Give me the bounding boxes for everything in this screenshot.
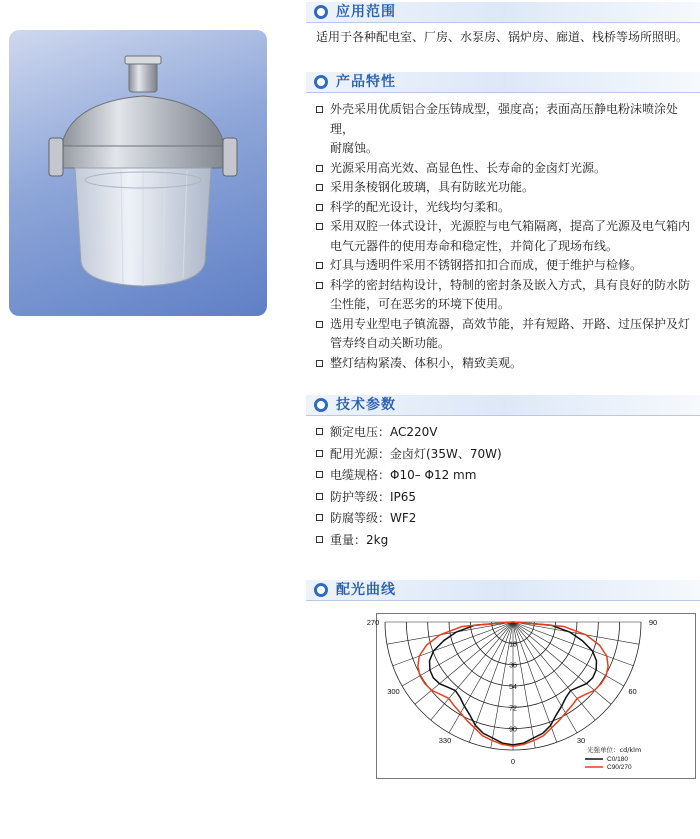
- feature-text: 科学的配光设计，光线均匀柔和。: [330, 199, 511, 214]
- feature-text: 光源采用高光效、高显色性、长寿命的金卤灯光源。: [330, 160, 607, 175]
- feature-item: [316, 178, 700, 198]
- spec-item: [316, 508, 700, 530]
- section-ring-icon: [314, 75, 328, 89]
- angle-tick-label: 0: [510, 757, 516, 766]
- bullet-square-icon: [316, 536, 323, 543]
- bullet-square-icon: [316, 204, 323, 211]
- feature-item: [316, 256, 700, 276]
- light-distribution-chart: [366, 613, 696, 779]
- feature-item: [316, 315, 700, 354]
- feature-item: [316, 100, 700, 159]
- spec-text: 配用光源：金卤灯(35W、70W): [330, 446, 502, 461]
- radial-tick-label: 36: [509, 662, 517, 670]
- bullet-square-icon: [316, 106, 323, 113]
- feature-text: 采用条棱钢化玻璃，具有防眩光功能。: [330, 180, 535, 194]
- feature-text: 选用专业型电子镇流器，高效节能，并有短路、开路、过压保护及灯 管寿终自动关断功能。: [330, 316, 691, 350]
- feature-text: 采用双腔一体式设计，光源腔与电气箱隔离，提高了光源及电气箱内 电气元器件的使用寿命和稳定性，并简化了现场布线。: [330, 219, 691, 253]
- feature-text: 外壳采用优质铝合金压铸成型，强度高；表面高压静电粉沫喷涂处理， 耐腐蚀。: [330, 102, 679, 155]
- lamp-illustration: [9, 30, 267, 316]
- section-header-curve: [306, 580, 700, 601]
- bullet-square-icon: [316, 262, 323, 269]
- spec-text: 重量：2kg: [330, 532, 389, 547]
- bullet-square-icon: [316, 450, 323, 457]
- bullet-square-icon: [316, 321, 323, 328]
- feature-text: 整灯结构紧凑、体积小，精致美观。: [330, 355, 523, 370]
- spec-item: [316, 444, 700, 466]
- spec-text: 额定电压：AC220V: [330, 425, 438, 439]
- section-title: 应用范围: [336, 4, 396, 20]
- radial-tick-label: 54: [509, 684, 517, 691]
- feature-item: [316, 198, 700, 218]
- legend-label: C90/270: [607, 764, 632, 771]
- spec-item: [316, 530, 700, 552]
- section-ring-icon: [314, 398, 328, 412]
- feature-item: [316, 217, 700, 256]
- bullet-square-icon: [316, 514, 323, 521]
- feature-item: [316, 354, 700, 374]
- bullet-square-icon: [316, 471, 323, 478]
- section-title: 产品特性: [336, 74, 396, 90]
- spec-item: [316, 465, 700, 487]
- section-ring-icon: [314, 583, 328, 597]
- section-header-specs: [306, 395, 700, 416]
- product-photo: [9, 30, 267, 316]
- radial-tick-label: 18: [509, 641, 517, 649]
- angle-tick-label: 60: [628, 687, 637, 696]
- feature-item: [316, 159, 700, 179]
- feature-text: 科学的密封结构设计，特制的密封条及嵌入方式，具有良好的防水防 尘性能，可在恶劣的环境下使用。: [330, 277, 691, 311]
- bullet-square-icon: [316, 165, 323, 172]
- bullet-square-icon: [316, 493, 323, 500]
- bullet-square-icon: [316, 360, 323, 367]
- specs-list: [316, 422, 700, 551]
- feature-item: [316, 276, 700, 315]
- angle-tick-label: 30: [576, 735, 586, 745]
- spec-text: 防护等级：IP65: [330, 489, 417, 504]
- bullet-square-icon: [316, 282, 323, 289]
- legend-label: C0/180: [607, 756, 628, 763]
- spec-text: 电缆规格：Φ10– Φ12 mm: [330, 468, 477, 482]
- feature-text: 灯具与透明件采用不锈钢搭扣扣合而成，便于维护与检修。: [330, 258, 643, 272]
- section-header-application: [306, 2, 700, 23]
- section-title: 技术参数: [336, 397, 396, 413]
- unit-label: 光强单位：cd/klm: [587, 746, 642, 754]
- section-title: 配光曲线: [336, 582, 396, 598]
- polar-chart-svg: [366, 614, 695, 778]
- radial-tick-label: 90: [509, 726, 517, 734]
- section-header-features: [306, 72, 700, 93]
- bullet-square-icon: [316, 184, 323, 191]
- angle-tick-label: 90: [648, 618, 658, 627]
- features-list: [316, 100, 700, 373]
- bullet-square-icon: [316, 223, 323, 230]
- spec-item: [316, 422, 700, 444]
- angle-tick-label: 270: [366, 618, 380, 627]
- angle-tick-label: 330: [438, 735, 452, 745]
- bullet-square-icon: [316, 428, 323, 435]
- application-text: 适用于各种配电室、厂房、水泵房、锅炉房、廊道、栈桥等场所照明。: [316, 30, 689, 44]
- spec-item: [316, 487, 700, 509]
- angle-tick-label: 300: [387, 687, 400, 696]
- section-ring-icon: [314, 5, 328, 19]
- spec-text: 防腐等级：WF2: [330, 511, 417, 525]
- radial-tick-label: 72: [509, 705, 517, 713]
